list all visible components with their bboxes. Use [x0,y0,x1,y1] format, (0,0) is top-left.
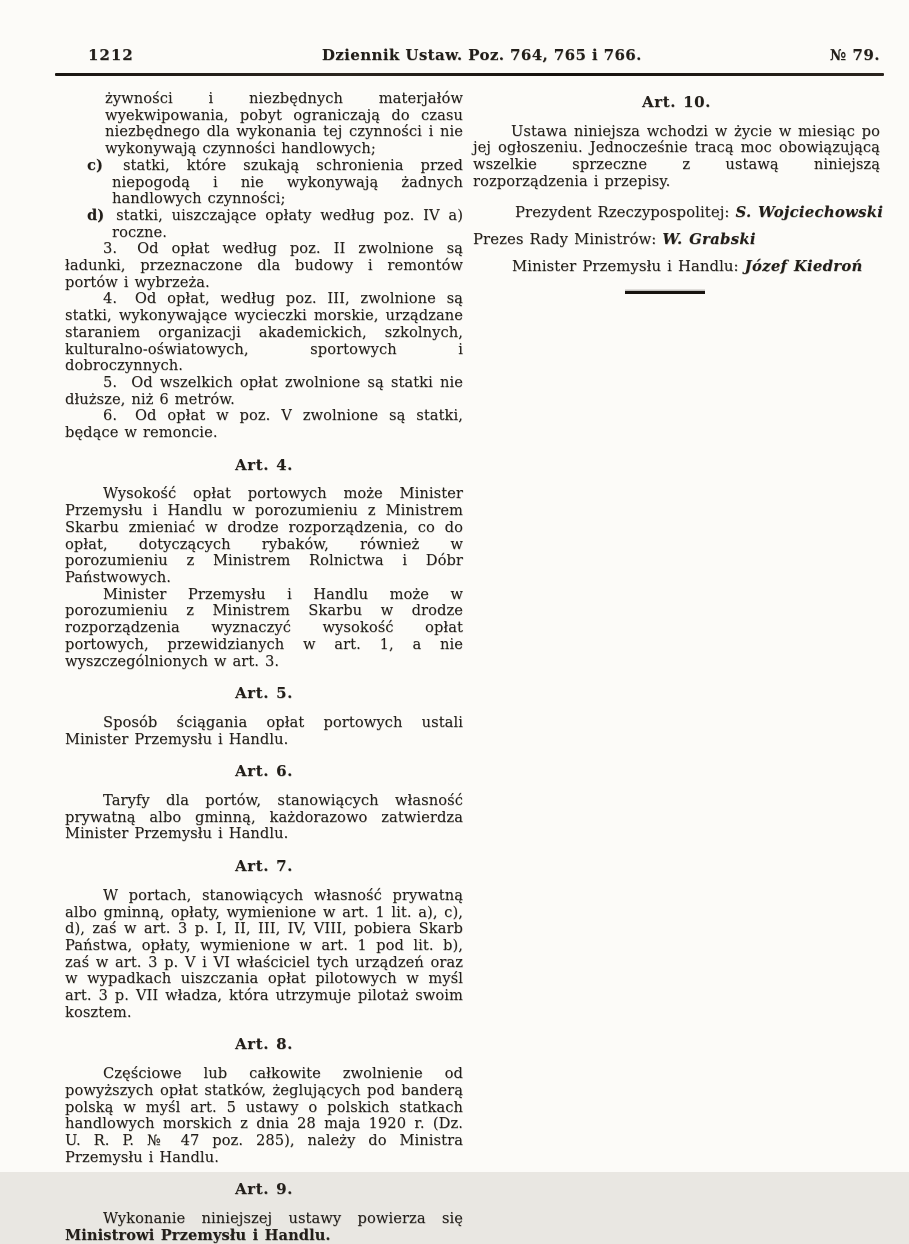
signature-prime-minister-name: W. Grabski [662,230,756,248]
issue-number: № 79. [829,46,880,64]
list-item-c-text: statki, które szukają schronienia przed niepogodą i nie wykonywają żadnych handlowych czynności; [112,156,463,208]
article-10-paragraph-1: Ustawa niniejsza wchodzi w życie w miesiąc po jej ogłoszeniu. Jednocześnie tracą moc obowiązującą wszelkie sprzeczne z ustawą niniejszą rozporządzenia i przepisy. [473,122,880,190]
right-column [473,91,884,1244]
list-item-d-label: d) [87,206,105,224]
signature-prime-minister-title: Prezes Rady Ministrów: [473,230,657,248]
point-5-text: Od wszelkich opłat zwolnione są statki nie dłuższe, niż 6 metrów. [65,373,463,408]
article-7-heading: Art. 7. [235,857,293,876]
signature-minister-name: Józef Kiedroń [744,257,863,275]
list-item-d [87,206,463,241]
two-column-body [65,90,884,1244]
article-9-text: Wykonanie niniejszej ustawy powierza się [103,1210,463,1228]
article-9-bold-text: Ministrowi Przemysłu i Handlu. [65,1226,331,1244]
list-item-c [87,156,463,208]
point-4-number: 4. [103,290,118,308]
section-end-rule [625,291,705,294]
article-5-heading: Art. 5. [235,684,293,703]
article-7 [65,858,463,1021]
article-4 [65,457,463,670]
point-6-number: 6. [103,407,118,425]
article-7-paragraph-1: W portach, stanowiących własność prywatną albo gminną, opłaty, wymienione w art. 1 lit. a), c), d), zaś w art. 3 p. I, II, III, IV, VIII, pobiera Skarb Państwa, opłaty, wymienione w art. 1 pod lit. b), zaś w art. 3 p. V i VI właściciel tych urządzeń oraz w wypadkach uiszczania opłat pilotowych w myśl art. 3 p. VII władza, która utrzymuje pilotaż swoim kosztem. [65,886,463,1021]
signature-minister-title: Minister Przemysłu i Handlu: [512,257,739,275]
signature-president [515,203,884,222]
point-6 [65,408,463,441]
article-8 [65,1036,463,1166]
article-8-paragraph-1: Częściowe lub całkowite zwolnienie od powyższych opłat statków, żeglujących pod banderą polską w myśl art. 5 ustawy o polskich statkach handlowych morskich z dnia 28 maja 1920 r. (Dz. U. R. P. № 47 poz. 285), należy do Ministra Przemysłu i Handlu. [65,1065,463,1166]
article-5 [65,685,463,748]
list-item-c-label: c) [87,156,103,174]
article-4-heading: Art. 4. [235,455,293,474]
point-3-number: 3. [103,240,118,258]
item-b-continuation: żywności i niezbędnych materjałów wyekwipowania, pobyt ograniczają do czasu niezbędnego dla wykonania tej czynności i nie wykonywają czynności handlowych; [105,90,463,158]
list-item-d-text: statki, uiszczające opłaty według poz. IV a) roczne. [112,206,463,241]
point-4 [65,291,463,375]
signature-president-title: Prezydent Rzeczypospolitej: [515,203,730,221]
signature-president-name: S. Wojciechowski [735,203,884,221]
article-10-heading: Art. 10. [641,93,711,111]
header-rule [55,73,884,76]
point-3 [65,241,463,291]
point-6-text: Od opłat w poz. V zwolnione są statki, będące w remoncie. [65,407,463,442]
point-5-number: 5. [103,373,118,391]
article-9 [65,1181,463,1244]
article-9-paragraph-1 [65,1211,463,1244]
article-10 [473,94,880,191]
article-6-heading: Art. 6. [235,762,293,781]
point-3-text: Od opłat według poz. II zwolnione są ładunki, przeznaczone dla budowy i remontów portów i wybrzeża. [65,240,463,291]
signature-minister [512,258,880,276]
gazette-title: Dziennik Ustaw. Poz. 764, 765 i 766. [321,46,642,64]
article-4-paragraph-2: Minister Przemysłu i Handlu może w porozumieniu z Ministrem Skarbu w drodze rozporządzenia wyznaczyć wysokość opłat portowych, przewidzianych w art. 1, a nie wyszczególnionych w art. 3. [65,585,463,670]
article-9-heading: Art. 9. [235,1180,293,1199]
point-5 [65,375,463,408]
article-6-paragraph-1: Taryfy dla portów, stanowiących własność prywatną albo gminną, każdorazowo zatwierdza Minister Przemysłu i Handlu. [65,792,463,843]
article-4-paragraph-1: Wysokość opłat portowych może Minister Przemysłu i Handlu w porozumieniu z Ministrem Skarbu zmieniać w drodze rozporządzenia, co do opłat, dotyczących rybaków, również w porozumieniu z Ministrem Rolnictwa i Dóbr Państwowych. [65,485,463,586]
signature-prime-minister [473,231,880,249]
page-number: 1212 [88,46,134,64]
running-head [0,0,909,63]
left-column [65,91,463,1244]
point-4-text: Od opłat, według poz. III, zwolnione są statki, wykonywające wycieczki morskie, urządzane staraniem organizacji akademickich, szkolnych, kulturalno-oświatowych, sportowych i dobroczynnych. [65,290,463,375]
article-6 [65,763,463,843]
article-5-paragraph-1: Sposób ściągania opłat portowych ustali Minister Przemysłu i Handlu. [65,713,463,748]
article-8-heading: Art. 8. [235,1035,293,1054]
